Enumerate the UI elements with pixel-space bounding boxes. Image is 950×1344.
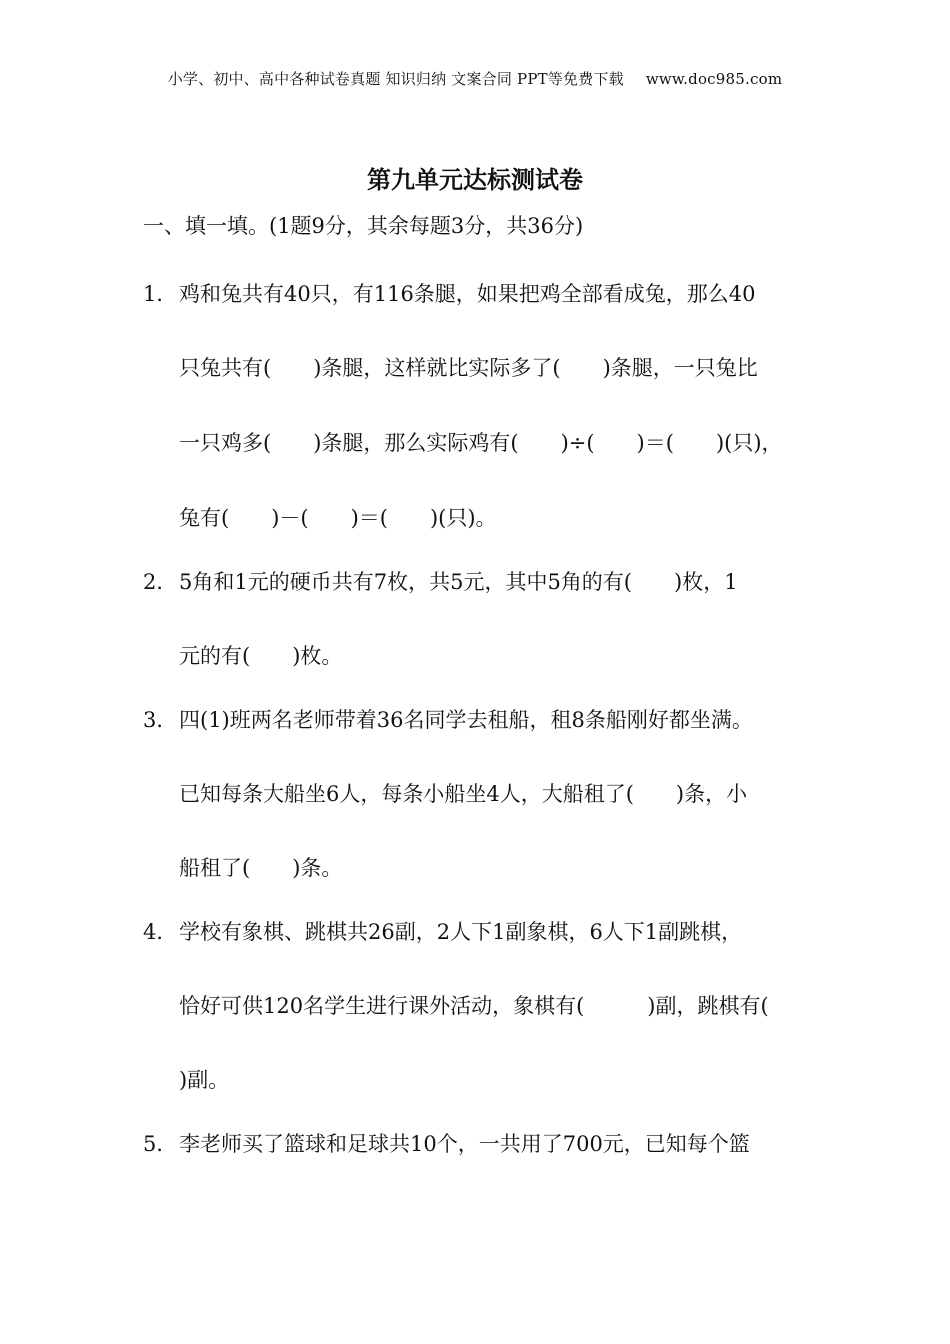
question-5-line-1 bbox=[143, 1128, 750, 1158]
question-3-line-2: 已知每条大船坐6人，每条小船坐4人，大船租了( )条，小 bbox=[179, 782, 748, 806]
question-1-line-1 bbox=[143, 278, 756, 308]
question-4-line-1 bbox=[143, 916, 742, 946]
header-text: 小学、初中、高中各种试卷真题 知识归纳 文案合同 PPT等免费下载 bbox=[167, 70, 624, 88]
question-text: 5角和1元的硬币共有7枚，共5元，其中5角的有( )枚，1 bbox=[179, 570, 738, 594]
question-3-line-3: 船租了( )条。 bbox=[179, 856, 343, 880]
question-text: 鸡和兔共有40只，有116条腿，如果把鸡全部看成兔，那么40 bbox=[179, 282, 756, 306]
page-title: 第九单元达标测试卷 bbox=[367, 166, 583, 194]
question-number: 4． bbox=[143, 920, 178, 944]
question-number: 5． bbox=[143, 1132, 178, 1156]
header-url: www.doc985.com bbox=[645, 70, 783, 88]
question-2-line-2: 元的有( )枚。 bbox=[179, 644, 343, 668]
question-1-line-3: 一只鸡多( )条腿，那么实际鸡有( )÷( )＝( )(只)， bbox=[179, 431, 783, 455]
question-1-line-4: 兔有( )－( )＝( )(只)。 bbox=[179, 506, 497, 530]
question-2-line-1 bbox=[143, 566, 738, 596]
section-heading: 一、填一填。(1题9分，其余每题3分，共36分) bbox=[143, 214, 584, 238]
question-number: 3． bbox=[143, 708, 178, 732]
question-number: 1． bbox=[143, 282, 178, 306]
question-4-line-3: )副。 bbox=[179, 1068, 230, 1092]
question-3-line-1 bbox=[143, 704, 753, 734]
page-header bbox=[0, 68, 950, 89]
question-1-line-2: 只兔共有( )条腿，这样就比实际多了( )条腿，一只兔比 bbox=[179, 356, 758, 380]
question-text: 四(1)班两名老师带着36名同学去租船，租8条船刚好都坐满。 bbox=[179, 708, 753, 732]
question-number: 2． bbox=[143, 570, 178, 594]
question-4-line-2: 恰好可供120名学生进行课外活动，象棋有( )副，跳棋有( bbox=[179, 994, 769, 1018]
question-text: 李老师买了篮球和足球共10个，一共用了700元，已知每个篮 bbox=[179, 1132, 750, 1156]
question-text: 学校有象棋、跳棋共26副，2人下1副象棋，6人下1副跳棋， bbox=[179, 920, 743, 944]
